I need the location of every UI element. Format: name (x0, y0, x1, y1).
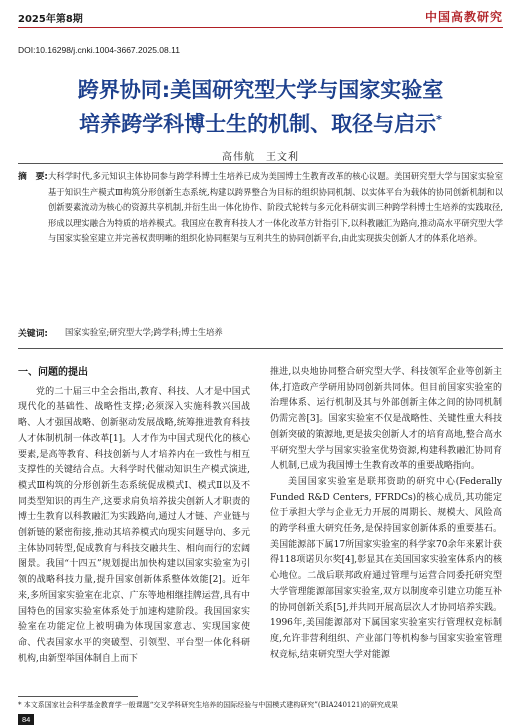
issue-label: 2025年第8期 (18, 14, 83, 25)
keywords-label: 关键词: (18, 329, 48, 339)
title-line-2 (20, 105, 501, 139)
paragraph: 推进,以央地协同整合研究型大学、科技领军企业等创新主体,打造政产学研用协同创新共同体。但目前国家实验室的治理体系、运行机制及其与外部创新主体之间的协同机制仍需完善[3]。国家实验室不仅是战略性、关键性重大科技创新突破的策源地,更是拔尖创新人才的培育高地,整合高水平研究型大学与国家实验室优势资源,构建科教融汇协同育人机制,已成为我国博士生教育改革的重要战略指向。 (270, 367, 502, 472)
abstract-top-rule (18, 163, 503, 164)
authors: 高伟航 王文利 (222, 152, 299, 163)
article-title (20, 76, 501, 139)
abstract-label: 摘 要: (18, 172, 48, 182)
abstract-text: 大科学时代,多元知识主体协同参与跨学科博士生培养已成为美国博士生教育改革的核心议题。美国研究型大学与国家实验室基于知识生产模式Ⅲ构筑分形创新生态系统,构建以跨界整合为目标的组织协同机制、以实体平台为载体的协同创新机制和以创新要素流动为核心的资源共享机制,并衍生出一体化协作、阶段式轮转与多元化科研实训三种跨学科博士生培养的实践取径,形成以理实融合为特质的培养模式。我国应在教育科技人才一体化改革方针指引下,以科教融汇为路向,推动高水平研究型大学与国家实验室建立并完善权责明晰的组织化协同框架与互利共生的协同创新平台,由此实现拔尖创新人才的体系化培养。 (48, 171, 503, 243)
journal-name: 中国高教研究 (424, 10, 503, 24)
keywords-bottom-rule (18, 348, 503, 349)
header-rule (18, 27, 503, 28)
page-header (0, 0, 521, 28)
title-line-2-text: 培养跨学科博士生的机制、取径与启示 (79, 112, 437, 136)
title-footnote-marker: * (436, 113, 442, 126)
section-heading: 一、问题的提出 (18, 367, 88, 378)
page-number: 84 (18, 714, 34, 725)
footnote-rule (18, 696, 138, 697)
paragraph: 美国国家实验室是联邦资助的研究中心(Federally Funded R&D Centers, FFRDCs)的核心成员,其功能定位于承担大学与企业无力开展的周期长、规模大、风险高的跨学科重大研究任务,是保持国家创新体系的重要基石。美国能源部下属17所国家实验室的科学家70余年来累计获得118项诺贝尔奖[4],彰显其在美国国家实验室体系内的核心地位。二战后联邦政府通过管理与运营合同委托研究型大学管理能源部国家实验室,双方以制度牵引建立功能互补的协同创新关系[5],并共同开展高层次人才协同培养实践。1996年,美国能源部对下属国家实验室实行管理权竞标制度,允许非营利组织、产业部门等机构参与国家实验室管理权竞标,结束研究型大学对能源 (270, 476, 502, 660)
title-line-1: 跨界协同:美国研究型大学与国家实验室 (77, 78, 444, 102)
keywords-text: 国家实验室;研究型大学;跨学科;博士生培养 (65, 327, 223, 337)
right-column (270, 365, 502, 663)
footnote: * 本文系国家社会科学基金教育学一般课题“交叉学科研究生培养的国际经验与中国模式建构研究”(BIA240121)的研究成果 (18, 701, 399, 709)
doi-line: DOI:10.16298/j.cnki.1004-3667.2025.08.11 (18, 45, 180, 55)
left-column (18, 365, 250, 667)
paragraph: 党的二十届三中全会指出,教育、科技、人才是中国式现代化的基础性、战略性支撑;必须深入实施科教兴国战略、人才强国战略、创新驱动发展战略,统筹推进教育科技人才体制机制一体改革[1]。人才作为中国式现代化的核心要素,是高等教育、科技创新与人才培养内在一致性与相互支撑性的关键结合点。大科学时代催动知识生产模式演进,模式Ⅲ构筑的分形创新生态系统促成模式Ⅰ、模式Ⅱ以及不同类型知识的再生产,这要求肩负培养拔尖创新人才职责的博士生教育以科教融汇为实践路向,通过人才链、产业链与创新链的紧密衔接,推动其培养模式向现实问题导向、多元主体协同转型,促成教育与科技交融共生、相向而行的宏阔图景。我国“十四五”规划提出加快构建以国家实验室为引领的战略科技力量,提升国家创新体系整体效能[2]。近年来,多所国家实验室在北京、广东等地相继挂牌运营,具有中国特色的国家实验室体系处于加速构建阶段。我国国家实验室在功能定位上被明确为体现国家意志、实现国家使命、代表国家水平的突破型、引领型、平台型一体化科研机构,由新型举国体制自上而下 (18, 386, 250, 664)
